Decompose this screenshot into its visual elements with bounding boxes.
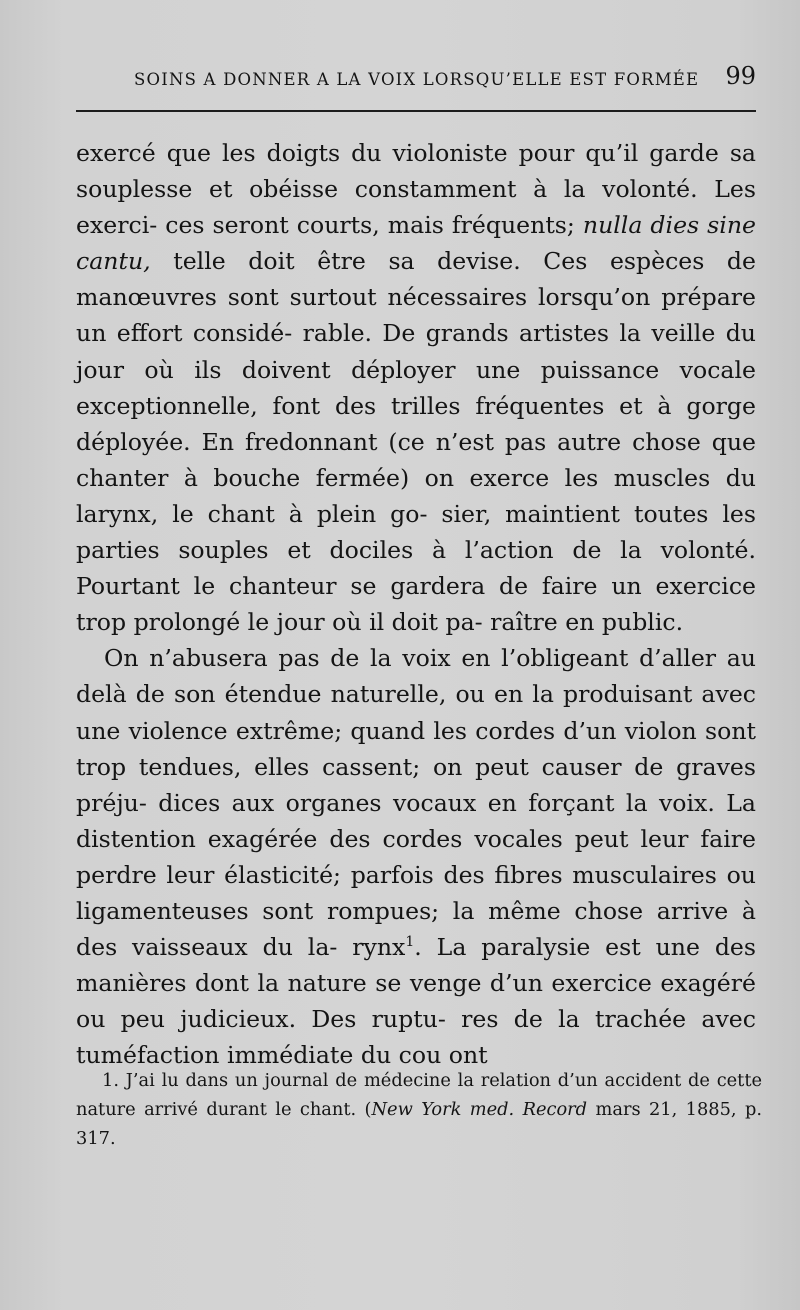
running-head: SOINS A DONNER A LA VOIX LORSQU’ELLE EST FORMÉE [134,70,700,89]
footnote [76,1066,762,1153]
footnote-reference: 1 [405,934,415,951]
paragraph-2-text-b: . La paralysie est une des manières dont la nature se venge d’un exercice exagéré ou peu judicieux. Des ruptu- res de la trachée avec tuméfaction immédiate du cou ont [76,933,756,1070]
paragraph-1-text-a: exercé que les doigts du violoniste pour qu’il garde sa souplesse et obéisse constamment à la volonté. Les exerci- ces seront courts, mais fréquents; [76,139,756,240]
latin-motto: nulla dies sine cantu, [76,211,756,276]
paragraph-2 [76,640,756,1073]
page-header [76,62,756,98]
footnote-text-a: 1. J’ai lu dans un journal de médecine la relation d’un accident de cette nature arrivé durant le chant. ( [76,1070,762,1120]
paragraph-1-text-b: telle doit être sa devise. Ces espèces de manœuvres sont surtout nécessaires lorsqu’on prépare un effort considé- rable. De grands artistes la veille du jour où ils doivent déployer une puissance vocale exceptionnelle, font des trilles fréquentes et à gorge déployée. En fredonnant (ce n’est pas autre chose que chanter à bouche fermée) on exerce les muscles du larynx, le chant à plein go- sier, maintient toutes les parties souples et dociles à l’action de la volonté. Pourtant le chanteur se gardera de faire un exercice trop prolongé le jour où il doit pa- raître en public. [76,247,756,637]
paragraph-1 [76,135,756,640]
page-number: 99 [725,62,756,90]
footnote-journal-title: New York med. Record [371,1099,588,1120]
footnote-text-b: mars 21, 1885, p. 317. [76,1099,763,1149]
main-text [76,135,756,1073]
paragraph-2-text-a: On n’abusera pas de la voix en l’obligeant d’aller au delà de son étendue naturelle, ou en la produisant avec une violence extrême; quand les cordes d’un violon sont trop tendues, elles cassent; on peut causer de graves préju- dices aux organes vocaux en forçant la voix. La distention exagérée des cordes vocales peut leur faire perdre leur élasticité; parfois des fibres musculaires ou ligamenteuses sont rompues; la même chose arrive à des vaisseaux du la- rynx [76,644,756,962]
header-rule [76,110,756,112]
